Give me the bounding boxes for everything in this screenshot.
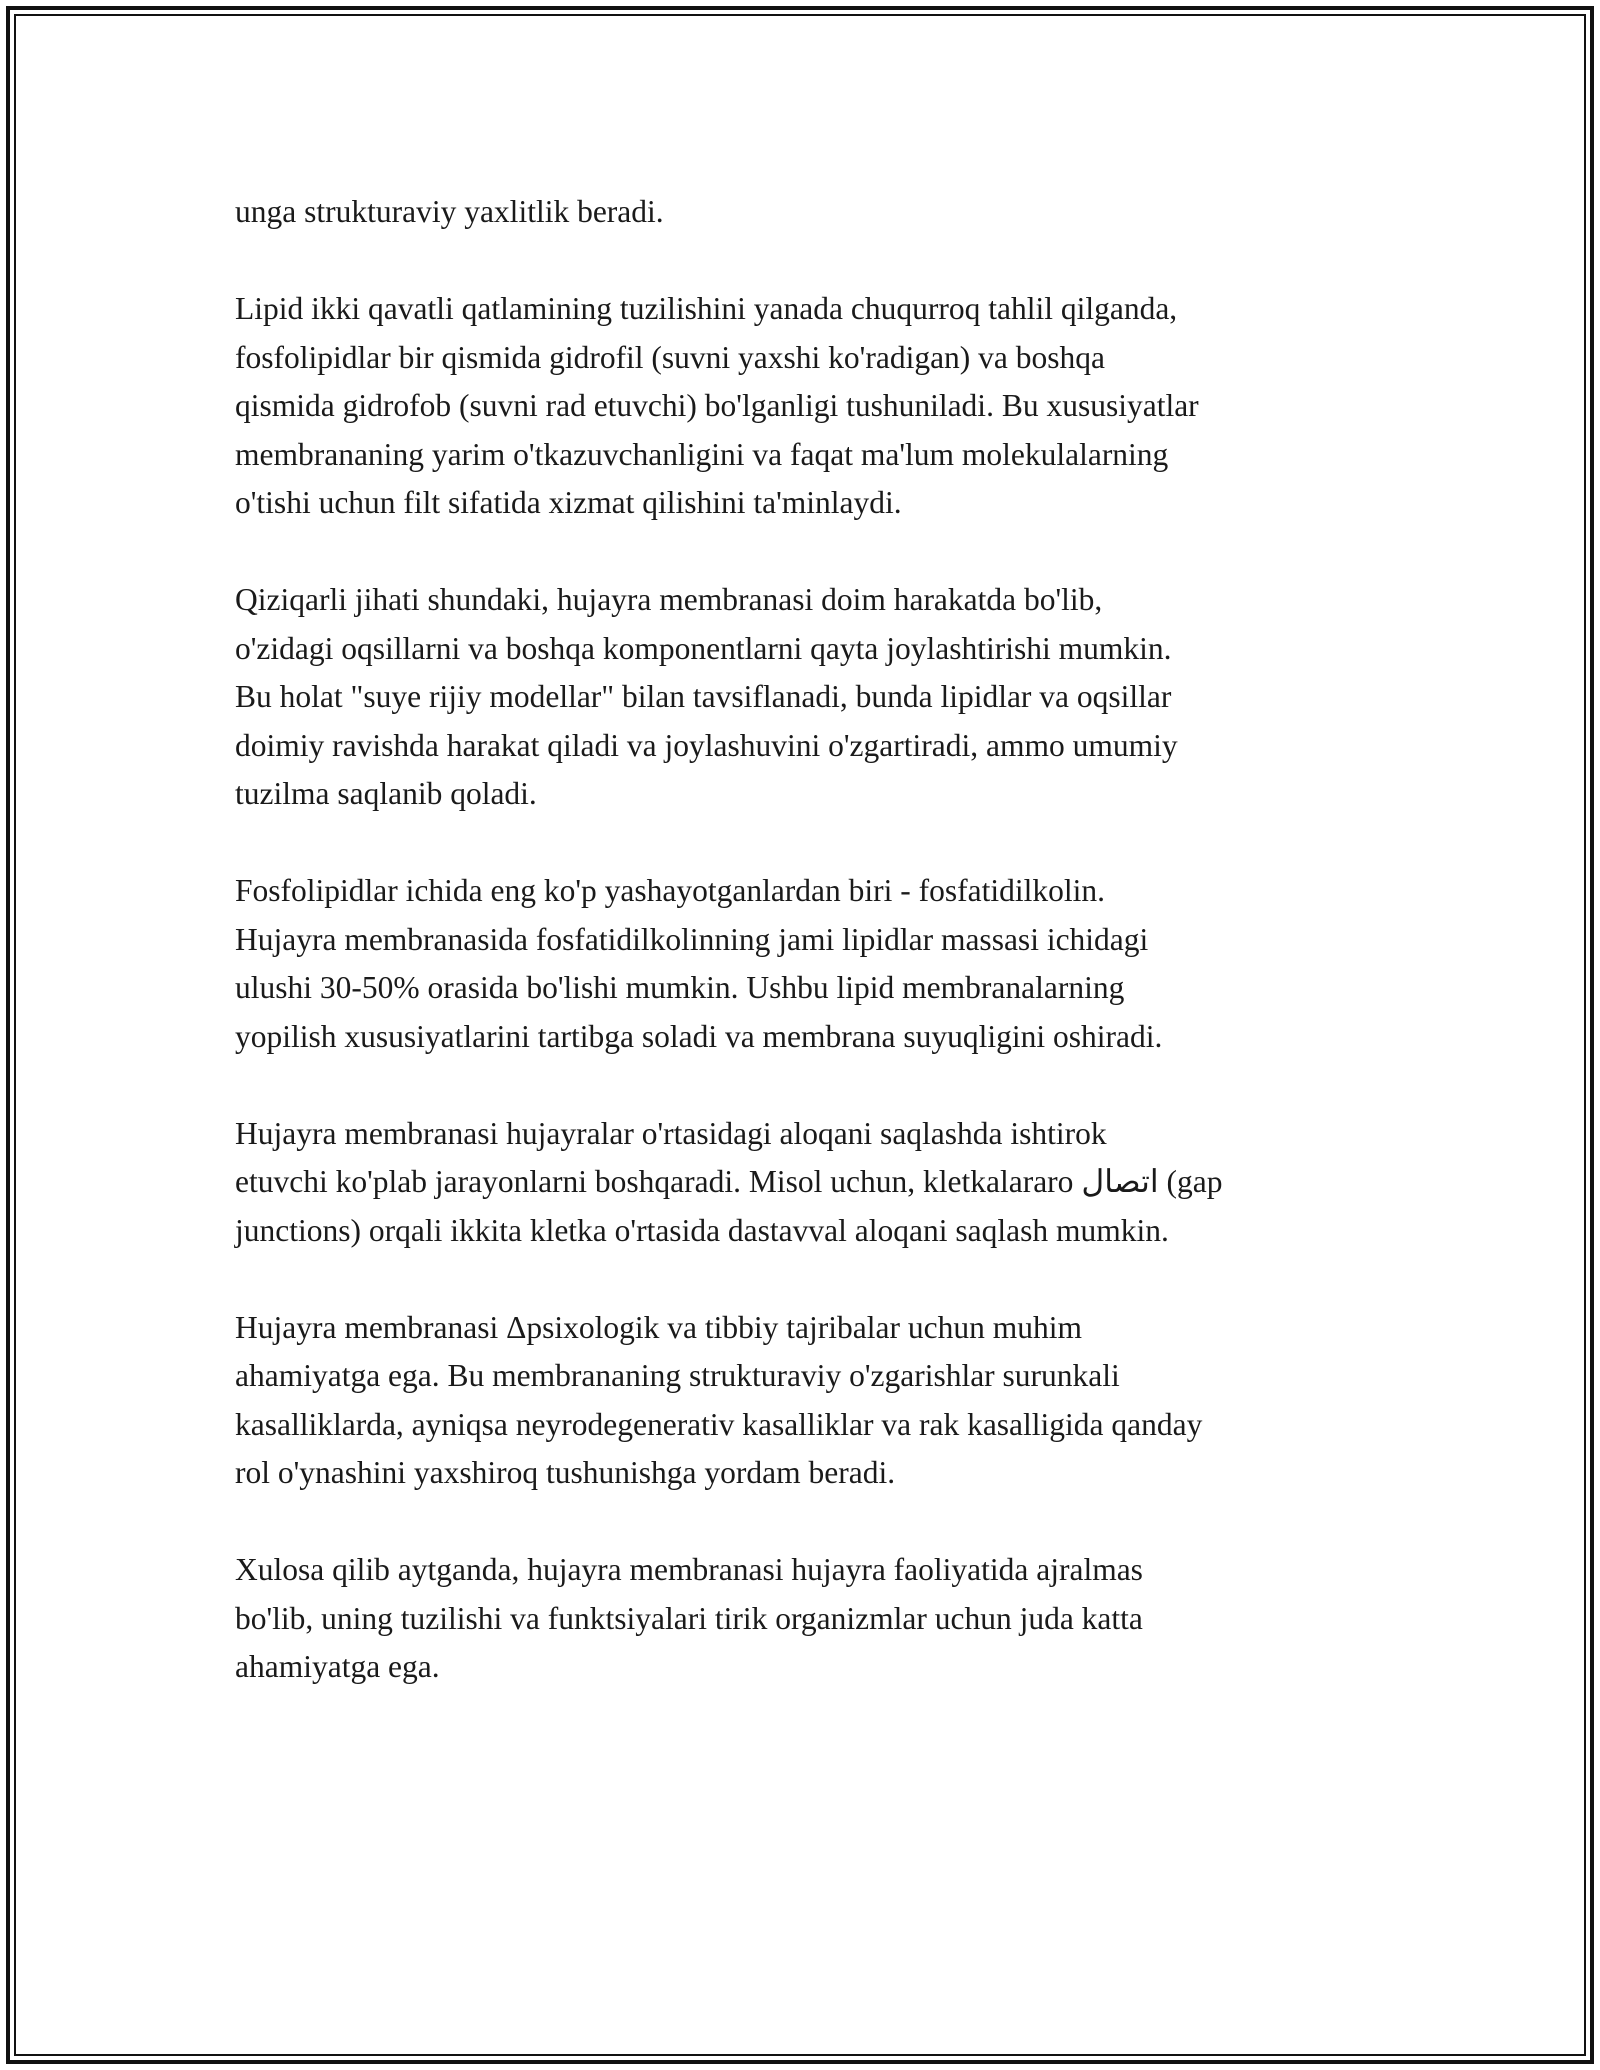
text-line: qismida gidrofob (suvni rad etuvchi) bo'lganligi tushuniladi. Bu xususiyatlar (235, 388, 1199, 423)
text-line: ulushi 30-50% orasida bo'lishi mumkin. Ushbu lipid membranalarning (235, 970, 1125, 1005)
text-line: Fosfolipidlar ichida eng ko'p yashayotganlardan biri - fosfatidilkolin. (235, 873, 1105, 908)
text-line: kasalliklarda, ayniqsa neyrodegenerativ kasalliklar va rak kasalligida qanday (235, 1406, 1203, 1442)
text-line: fosfolipidlar bir qismida gidrofil (suvni yaxshi ko'radigan) va boshqa (235, 339, 1106, 375)
text-line: Qiziqarli jihati shundaki, hujayra membranasi doim harakatda bo'lib, (235, 582, 1103, 617)
text-line: membrananing yarim o'tkazuvchanligini va faqat ma'lum molekulalarning (235, 436, 1169, 472)
document-body (235, 188, 1375, 1740)
paragraph-4 (235, 867, 1375, 1061)
text-line: Lipid ikki qavatli qatlamining tuzilishini yanada chuqurroq tahlil qilganda, (235, 291, 1178, 326)
text-line: Hujayra membranasi Δpsixologik va tibbiy tajribalar uchun muhim (235, 1309, 1082, 1345)
paragraph-5 (235, 1110, 1375, 1256)
text-line: etuvchi ko'plab jarayonlarni boshqaradi. Misol uchun, kletkalararo اتصال (gap (235, 1164, 1223, 1199)
paragraph-6 (235, 1304, 1375, 1498)
text-line: yopilish xususiyatlarini tartibga soladi va membrana suyuqligini oshiradi. (235, 1018, 1163, 1054)
paragraph-3 (235, 576, 1375, 819)
text-line: tuzilma saqlanib qoladi. (235, 776, 537, 811)
text-line: rol o'ynashini yaxshiroq tushunishga yordam beradi. (235, 1455, 896, 1490)
text-line: junctions) orqali ikkita kletka o'rtasida dastavval aloqani saqlash mumkin. (235, 1212, 1169, 1248)
text-line: o'tishi uchun filt sifatida xizmat qilishini ta'minlaydi. (235, 485, 902, 520)
paragraph-7 (235, 1546, 1375, 1692)
text-line: Bu holat "suye rijiy modellar" bilan tavsiflanadi, bunda lipidlar va oqsillar (235, 679, 1172, 714)
text-line: doimiy ravishda harakat qiladi va joylashuvini o'zgartiradi, ammo umumiy (235, 727, 1178, 763)
text-line: unga strukturaviy yaxlitlik beradi. (235, 194, 664, 229)
text-line: Hujayra membranasi hujayralar o'rtasidagi aloqani saqlashda ishtirok (235, 1115, 1107, 1151)
text-line: ahamiyatga ega. Bu membrananing strukturaviy o'zgarishlar surunkali (235, 1358, 1120, 1393)
text-line: Hujayra membranasida fosfatidilkolinning jami lipidlar massasi ichidagi (235, 921, 1149, 957)
paragraph-2 (235, 285, 1375, 528)
paragraph-1 (235, 188, 1375, 237)
text-line: o'zidagi oqsillarni va boshqa komponentlarni qayta joylashtirishi mumkin. (235, 630, 1172, 666)
text-line: Xulosa qilib aytganda, hujayra membranasi hujayra faoliyatida ajralmas (235, 1552, 1143, 1587)
text-line: bo'lib, uning tuzilishi va funktsiyalari tirik organizmlar uchun juda katta (235, 1600, 1143, 1636)
text-line: ahamiyatga ega. (235, 1649, 440, 1684)
